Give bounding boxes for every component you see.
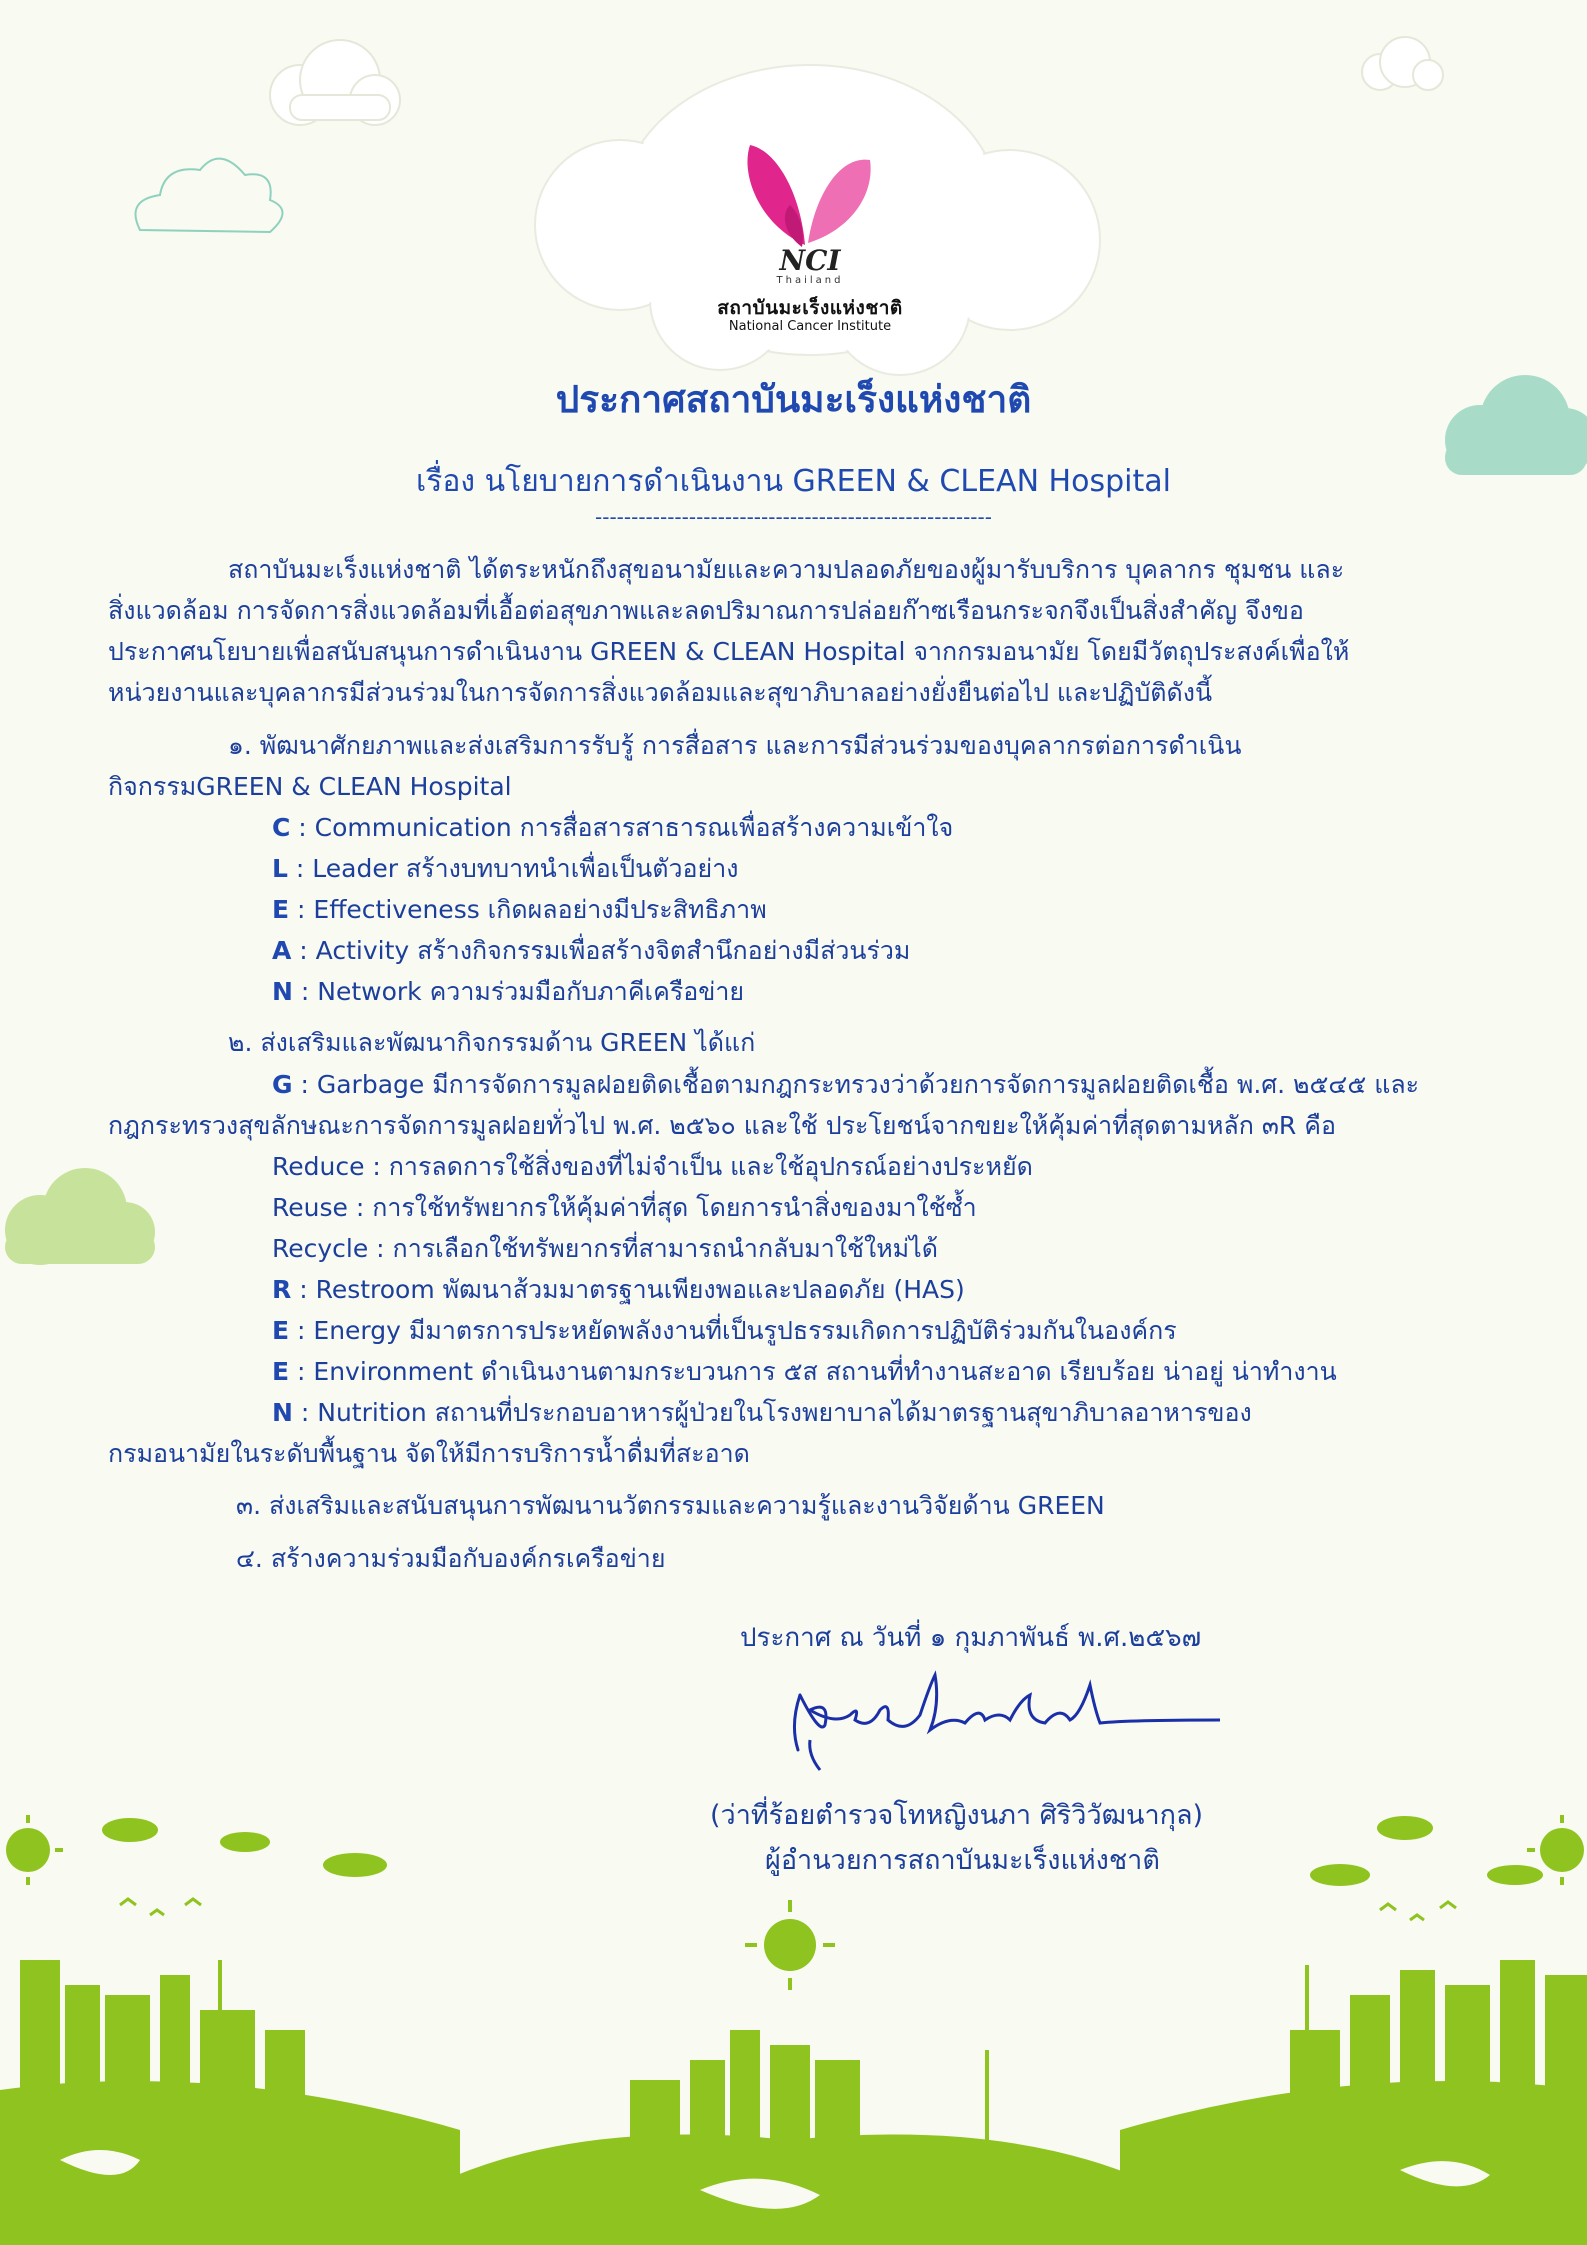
clean-item-c: C : Communication การสื่อสารสาธารณเพื่อสร้างความเข้าใจ — [272, 813, 954, 842]
intro-line-2: สิ่งแวดล้อม การจัดการสิ่งแวดล้อมที่เอื้อต่อสุขภาพและลดปริมาณการปล่อยก๊าซเรือนกระจกจึงเป็นสิ่งสำคัญ จึงขอ — [108, 596, 1304, 625]
separator-line: ------------------------------------------------------- — [595, 505, 992, 529]
green-item-g: G : Garbage มีการจัดการมูลฝอยติดเชื้อตามกฎกระทรวงว่าด้วยการจัดการมูลฝอยติดเชื้อ พ.ศ. ๒๕๔๕ และ — [272, 1070, 1420, 1099]
three-r-reuse: Reuse : การใช้ทรัพยากรให้คุ้มค่าที่สุด โดยการนำสิ่งของมาใช้ซ้ำ — [272, 1193, 977, 1222]
signatory-position: ผู้อำนวยการสถาบันมะเร็งแห่งชาติ — [765, 1845, 1160, 1876]
green-cloud-left — [5, 1168, 155, 1265]
cloud-top-left — [270, 40, 400, 125]
clean-item-n: N : Network ความร่วมมือกับภาคีเครือข่าย — [272, 977, 745, 1006]
intro-line-1: สถาบันมะเร็งแห่งชาติ ได้ตระหนักถึงสุขอนามัยและความปลอดภัยของผู้มารับบริการ บุคลากร ชุมชน และ — [228, 555, 1345, 584]
handwritten-signature — [780, 1665, 1220, 1785]
butterfly-logo-icon — [690, 135, 930, 275]
announcement-date: ประกาศ ณ วันที่ ๑ กุมภาพันธ์ พ.ศ.๒๕๖๗ — [740, 1623, 1202, 1653]
announcement-title: ประกาศสถาบันมะเร็งแห่งชาติ — [555, 378, 1032, 421]
clean-item-a: A : Activity สร้างกิจกรรมเพื่อสร้างจิตสำนึกอย่างมีส่วนร่วม — [272, 936, 911, 965]
green-item-e-environment: E : Environment ดำเนินงานตามกระบวนการ ๕ส สถานที่ทำงานสะอาด เรียบร้อย น่าอยู่ น่าทำงาน — [272, 1357, 1337, 1386]
clean-item-e: E : Effectiveness เกิดผลอย่างมีประสิทธิภาพ — [272, 895, 767, 924]
item1-line-2: กิจกรรมGREEN & CLEAN Hospital — [108, 772, 512, 801]
green-item-g-cont: กฎกระทรวงสุขลักษณะการจัดการมูลฝอยทั่วไป พ.ศ. ๒๕๖๐ และใช้ ประโยชน์จากขยะให้คุ้มค่าที่สุดตามหลัก ๓R คือ — [108, 1111, 1336, 1140]
cloud-top-right — [1362, 37, 1443, 90]
intro-line-4: หน่วยงานและบุคลากรมีส่วนร่วมในการจัดการสิ่งแวดล้อมและสุขาภิบาลอย่างยั่งยืนต่อไป และปฏิบัติดังนี้ — [108, 678, 1213, 707]
logo-name-en: National Cancer Institute — [728, 319, 892, 334]
logo-name-th: สถาบันมะเร็งแห่งชาติ — [717, 297, 903, 319]
green-item-n: N : Nutrition สถานที่ประกอบอาหารผู้ป่วยในโรงพยาบาลได้มาตรฐานสุขาภิบาลอาหารของ — [272, 1398, 1252, 1427]
clean-item-l: L : Leader สร้างบทบาทนำเพื่อเป็นตัวอย่าง — [272, 854, 739, 883]
item1-line-1: ๑. พัฒนาศักยภาพและส่งเสริมการรับรู้ การสื่อสาร และการมีส่วนร่วมของบุคลากรต่อการดำเนิน — [228, 731, 1242, 760]
logo-country: Thailand — [776, 275, 844, 286]
three-r-recycle: Recycle : การเลือกใช้ทรัพยากรที่สามารถนำกลับมาใช้ใหม่ได้ — [272, 1234, 938, 1263]
three-r-reduce: Reduce : การลดการใช้สิ่งของที่ไม่จำเป็น และใช้อุปกรณ์อย่างประหยัด — [272, 1152, 1033, 1181]
item2-heading: ๒. ส่งเสริมและพัฒนากิจกรรมด้าน GREEN ได้แก่ — [228, 1028, 756, 1057]
green-item-r: R : Restroom พัฒนาส้วมมาตรฐานเพียงพอและปลอดภัย (HAS) — [272, 1275, 965, 1304]
outline-cloud-left — [136, 159, 283, 232]
green-item-e-energy: E : Energy มีมาตรการประหยัดพลังงานที่เป็นรูปธรรมเกิดการปฏิบัติร่วมกันในองค์กร — [272, 1316, 1177, 1345]
intro-line-3: ประกาศนโยบายเพื่อสนับสนุนการดำเนินงาน GREEN & CLEAN Hospital จากกรมอนามัย โดยมีวัตถุประสงค์เพื่อให้ — [108, 637, 1350, 666]
green-item-n-cont: กรมอนามัยในระดับพื้นฐาน จัดให้มีการบริการน้ำดื่มที่สะอาด — [108, 1439, 750, 1468]
nci-logo — [690, 135, 930, 335]
item3: ๓. ส่งเสริมและสนับสนุนการพัฒนานวัตกรรมและความรู้และงานวิจัยด้าน GREEN — [236, 1491, 1105, 1520]
announcement-subject: เรื่อง นโยบายการดำเนินงาน GREEN & CLEAN Hospital — [416, 464, 1171, 499]
item4: ๔. สร้างความร่วมมือกับองค์กรเครือข่าย — [236, 1544, 666, 1573]
signatory-name: (ว่าที่ร้อยตำรวจโทหญิงนภา ศิริวิวัฒนากุล) — [710, 1800, 1204, 1831]
logo-mark: NCI — [779, 244, 841, 275]
